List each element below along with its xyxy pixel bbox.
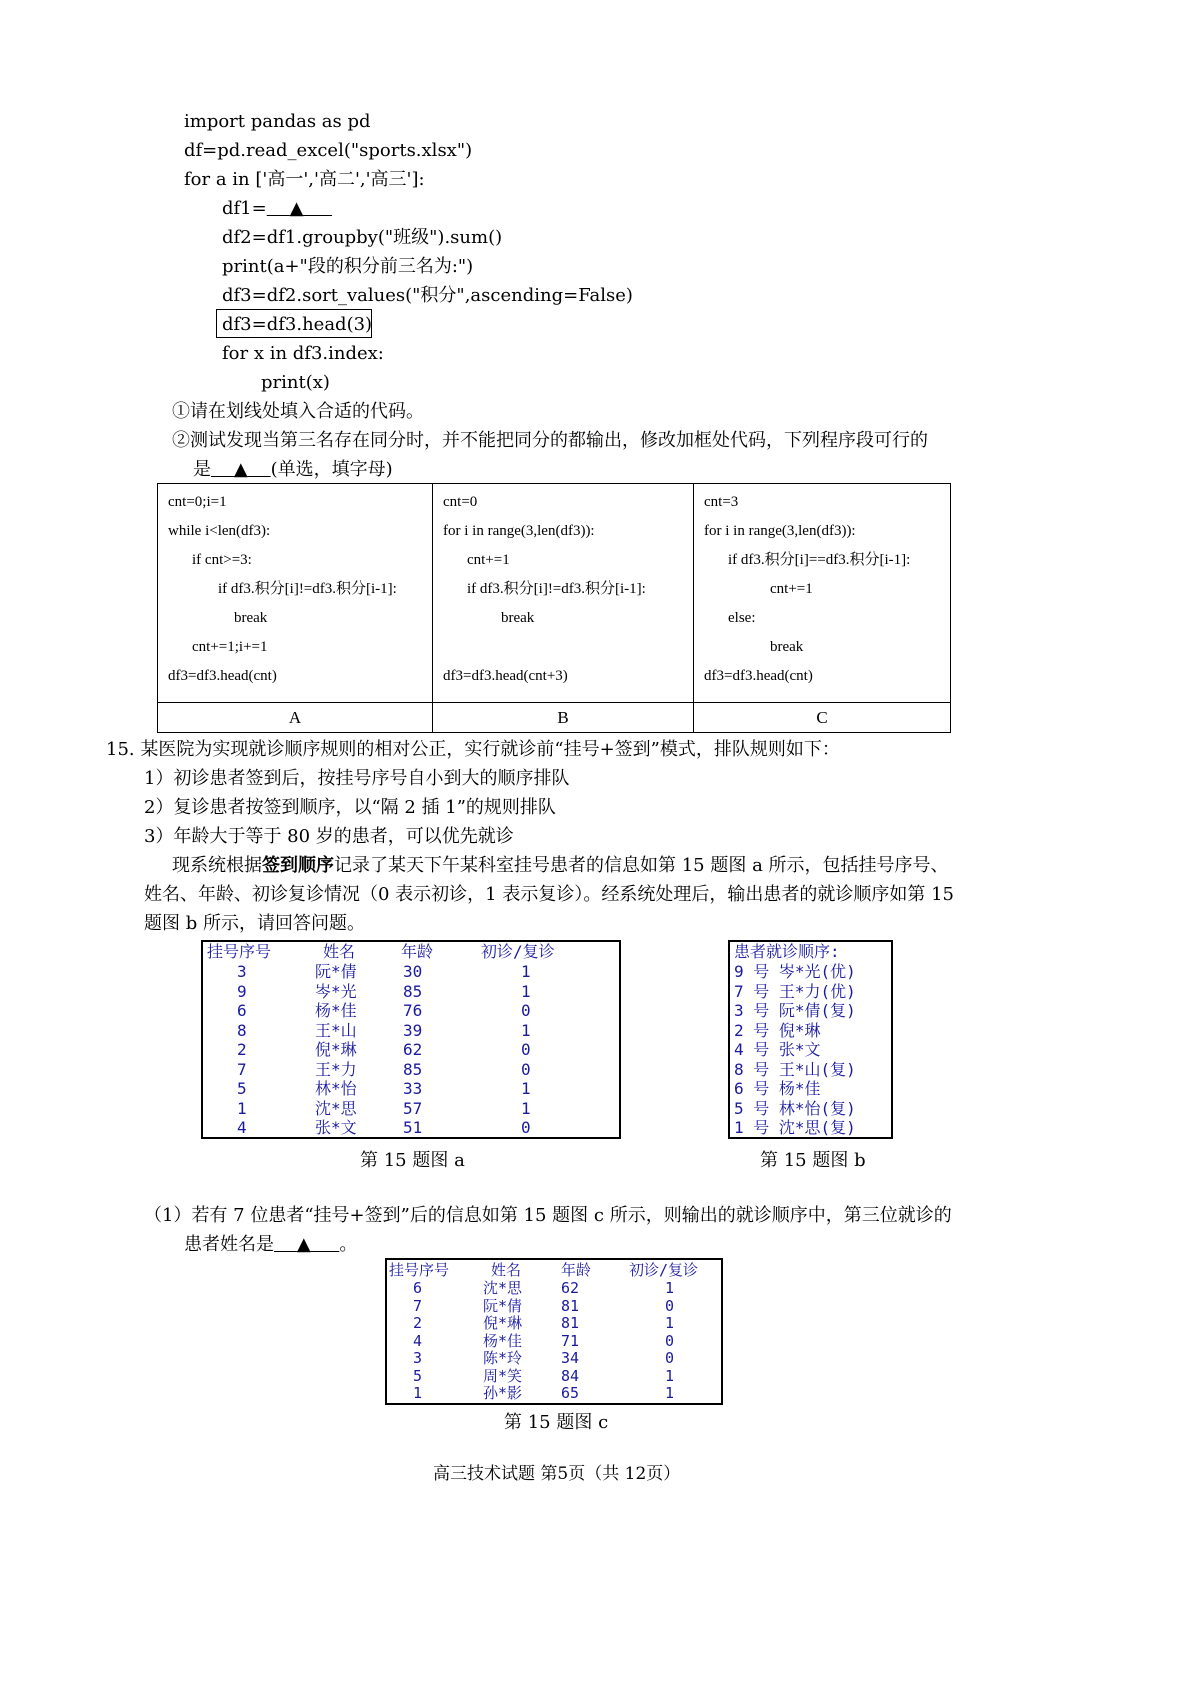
figure-a-header (203, 942, 619, 962)
table-row (387, 1314, 721, 1332)
table-cell: 76 (403, 1001, 423, 1020)
option-b-label: B (433, 703, 694, 733)
option-c-line: cnt=3 (704, 494, 739, 510)
table-cell: 0 (521, 1059, 531, 1079)
table-cell: 71 (561, 1331, 580, 1350)
table-cell: 沈*思 (315, 1098, 357, 1118)
table-row (203, 1001, 619, 1021)
table-row (203, 1060, 619, 1080)
table-cell: 杨*佳 (483, 1331, 523, 1350)
figure-c-screen (385, 1258, 723, 1405)
table-row (203, 962, 619, 982)
table-cell: 1 (665, 1384, 675, 1402)
option-b-line: if df3.积分[i]!=df3.积分[i-1]: (467, 581, 646, 597)
table-cell: 85 (403, 981, 423, 1001)
table-cell: 4 号 张*文 (734, 1040, 821, 1059)
figure-b-screen (728, 940, 893, 1139)
table-cell: 51 (403, 1118, 423, 1137)
table-cell: 1 (521, 1079, 531, 1098)
table-cell: 张*文 (315, 1118, 357, 1137)
table-cell: 57 (403, 1098, 423, 1118)
option-b-line: break (501, 610, 535, 626)
table-row (387, 1384, 721, 1402)
question-part-2-line1: ②测试发现当第三名存在同分时，并不能把同分的都输出，修改加框处代码，下列程序段可行的 (172, 430, 928, 451)
options-table (157, 483, 951, 733)
table-cell: 1 (521, 962, 531, 981)
table-cell: 3 (237, 962, 247, 981)
option-c-line: else: (728, 610, 756, 626)
list-item (730, 1021, 891, 1041)
paragraph-line-1 (172, 855, 949, 877)
code-line-2: df=pd.read_excel("sports.xlsx") (184, 140, 473, 161)
table-cell: 王*山 (315, 1020, 357, 1040)
q15-1-end: 。 (339, 1234, 358, 1255)
table-cell: 85 (403, 1059, 423, 1079)
table-cell: 65 (561, 1384, 580, 1402)
rule-3: 3）年龄大于等于 80 岁的患者，可以优先就诊 (144, 826, 514, 847)
col-header: 初诊/复诊 (481, 942, 555, 961)
col-header: 年龄 (561, 1261, 592, 1279)
table-row (203, 1099, 619, 1119)
option-b-line: cnt=0 (443, 494, 478, 510)
table-cell: 0 (665, 1331, 675, 1350)
col-header: 挂号序号 (389, 1261, 450, 1279)
blank-marker: ▲ (296, 1234, 311, 1255)
table-cell: 岑*光 (315, 981, 357, 1001)
table-cell: 6 (413, 1279, 423, 1297)
question-part-2-line2 (193, 459, 393, 481)
table-cell: 林*怡 (315, 1079, 357, 1098)
table-row (387, 1367, 721, 1385)
table-cell: 81 (561, 1296, 580, 1315)
table-cell: 2 (237, 1040, 247, 1059)
option-c-line: for i in range(3,len(df3)): (704, 523, 856, 539)
option-c-code (694, 484, 951, 703)
table-cell: 4 (413, 1331, 423, 1350)
table-cell: 8 号 王*山(复) (734, 1059, 856, 1079)
table-cell: 0 (665, 1349, 675, 1367)
para-bold-text: 签到顺序 (262, 855, 334, 876)
paragraph-line-2: 姓名、年龄、初诊复诊情况（0 表示初诊，1 表示复诊）。经系统处理后，输出患者的就诊顺序如第 15 (144, 884, 954, 905)
table-cell: 9 号 岑*光(优) (734, 962, 856, 981)
figure-b-caption: 第 15 题图 b (760, 1150, 866, 1171)
list-item (730, 962, 891, 982)
table-cell: 62 (561, 1279, 580, 1297)
table-cell: 6 (237, 1001, 247, 1020)
table-cell: 6 号 杨*佳 (734, 1079, 821, 1098)
table-cell: 33 (403, 1079, 423, 1098)
code-line-10: print(x) (261, 372, 330, 393)
answer-blank-1 (267, 198, 332, 219)
problem-intro-text: 某医院为实现就诊顺序规则的相对公正，实行就诊前“挂号+签到”模式，排队规则如下： (140, 739, 840, 760)
col-header: 年龄 (401, 942, 434, 961)
col-header: 挂号序号 (207, 942, 272, 961)
table-cell: 9 (237, 981, 247, 1001)
table-cell: 1 号 沈*思(复) (734, 1118, 856, 1137)
table-cell: 0 (665, 1296, 675, 1315)
table-cell: 1 (237, 1098, 247, 1118)
table-row (203, 1040, 619, 1060)
option-a-line: break (234, 610, 268, 626)
list-item (730, 1001, 891, 1021)
table-cell: 34 (561, 1349, 580, 1367)
q15-1-text: 患者姓名是 (184, 1234, 274, 1255)
code-line-3: for a in ['高一','高二','高三']: (184, 169, 425, 190)
code-line-4 (222, 198, 332, 220)
code-line-5: df2=df1.groupby("班级").sum() (222, 227, 503, 248)
option-a-line: if df3.积分[i]!=df3.积分[i-1]: (218, 581, 397, 597)
table-cell: 0 (521, 1118, 531, 1137)
table-cell: 倪*琳 (315, 1040, 357, 1059)
option-a-line: if cnt>=3: (192, 552, 252, 568)
answer-blank-2 (211, 459, 271, 480)
q15-1-line2 (184, 1234, 357, 1256)
table-cell: 1 (665, 1279, 675, 1297)
figure-a-screen (201, 940, 621, 1139)
table-cell: 39 (403, 1020, 423, 1040)
rule-1: 1）初诊患者签到后，按挂号序号自小到大的顺序排队 (144, 768, 570, 789)
option-b-line: for i in range(3,len(df3)): (443, 523, 595, 539)
figure-b-title-row (730, 942, 891, 962)
table-cell: 84 (561, 1366, 580, 1385)
table-cell: 杨*佳 (315, 1001, 357, 1020)
option-c-label: C (694, 703, 951, 733)
table-cell: 沈*思 (483, 1279, 523, 1297)
option-a-label: A (158, 703, 433, 733)
table-row (387, 1297, 721, 1315)
option-c-line: df3=df3.head(cnt) (704, 668, 813, 684)
problem-15-intro (106, 739, 840, 761)
list-item (730, 1079, 891, 1099)
option-c-line: if df3.积分[i]==df3.积分[i-1]: (728, 552, 911, 568)
table-cell: 陈*玲 (483, 1349, 523, 1367)
table-row (203, 1021, 619, 1041)
para-text: 现系统根据 (172, 855, 262, 876)
table-cell: 5 (237, 1079, 247, 1098)
option-a-line: cnt+=1;i+=1 (192, 639, 268, 655)
q15-1-line1: （1）若有 7 位患者“挂号+签到”后的信息如第 15 题图 c 所示，则输出的就诊顺序中，第三位就诊的 (144, 1205, 952, 1226)
table-cell: 4 (237, 1118, 247, 1137)
table-row (203, 982, 619, 1002)
option-c-line: cnt+=1 (770, 581, 813, 597)
table-cell: 7 (237, 1059, 247, 1079)
table-row (387, 1332, 721, 1350)
page-footer: 高三技术试题 第5页（共 12页） (433, 1464, 681, 1484)
list-item (730, 1099, 891, 1119)
table-cell: 倪*琳 (483, 1314, 523, 1332)
col-header: 初诊/复诊 (629, 1261, 699, 1279)
table-cell: 王*力 (315, 1059, 357, 1079)
option-b-line (443, 633, 693, 662)
table-row (203, 1079, 619, 1099)
table-cell: 1 (665, 1366, 675, 1385)
col-header: 姓名 (491, 1261, 522, 1279)
table-cell: 0 (521, 1040, 531, 1059)
table-cell: 7 (413, 1296, 423, 1315)
table-cell: 阮*倩 (315, 962, 357, 981)
table-cell: 周*笑 (483, 1366, 523, 1385)
code-line-8-boxed: df3=df3.head(3) (222, 314, 373, 335)
table-cell: 孙*影 (483, 1384, 523, 1402)
table-cell: 7 号 王*力(优) (734, 981, 856, 1001)
blank-marker: ▲ (233, 459, 248, 480)
q2-prefix: 是 (193, 459, 211, 480)
problem-number: 15. (106, 739, 135, 760)
code-line-6: print(a+"段的积分前三名为:") (222, 256, 474, 277)
table-cell: 1 (665, 1314, 675, 1332)
option-b-line: df3=df3.head(cnt+3) (443, 668, 568, 684)
blank-marker: ▲ (289, 198, 304, 219)
option-c-line: break (770, 639, 804, 655)
table-cell: 1 (521, 1098, 531, 1118)
table-cell: 阮*倩 (483, 1296, 523, 1315)
option-a-line: df3=df3.head(cnt) (168, 668, 277, 684)
option-b-code (433, 484, 694, 703)
q2-suffix: (单选，填字母) (270, 459, 393, 480)
paragraph-line-3: 题图 b 所示，请回答问题。 (144, 913, 365, 934)
figure-c-caption: 第 15 题图 c (504, 1412, 609, 1433)
table-cell: 81 (561, 1314, 580, 1332)
table-cell: 1 (521, 981, 531, 1001)
code-line-9: for x in df3.index: (222, 343, 384, 364)
option-a-code (158, 484, 433, 703)
figure-b-title: 患者就诊顺序: (734, 942, 840, 961)
table-cell: 5 (413, 1366, 423, 1385)
rule-2: 2）复诊患者按签到顺序，以“隔 2 插 1”的规则排队 (144, 797, 556, 818)
table-cell: 1 (521, 1020, 531, 1040)
table-cell: 30 (403, 962, 423, 981)
list-item (730, 982, 891, 1002)
table-cell: 5 号 林*怡(复) (734, 1098, 856, 1118)
table-row (203, 1118, 619, 1138)
table-cell: 1 (413, 1384, 423, 1402)
col-header: 姓名 (323, 942, 356, 961)
option-a-line: cnt=0;i=1 (168, 494, 227, 510)
code-line-4-text: df1= (222, 198, 267, 219)
answer-blank-3 (274, 1234, 339, 1255)
list-item (730, 1060, 891, 1080)
table-cell: 3 (413, 1349, 423, 1367)
question-part-1: ①请在划线处填入合适的代码。 (172, 401, 424, 422)
table-cell: 0 (521, 1001, 531, 1020)
option-b-line: cnt+=1 (467, 552, 510, 568)
table-cell: 3 号 阮*倩(复) (734, 1001, 856, 1020)
table-row (387, 1279, 721, 1297)
figure-a-caption: 第 15 题图 a (360, 1150, 465, 1171)
figure-c-header (387, 1260, 721, 1280)
code-line-1: import pandas as pd (184, 111, 371, 132)
code-line-7: df3=df2.sort_values("积分",ascending=False) (222, 285, 633, 306)
para-text: 记录了某天下午某科室挂号患者的信息如第 15 题图 a 所示，包括挂号序号、 (334, 855, 949, 876)
table-row (387, 1349, 721, 1367)
table-cell: 2 (413, 1314, 423, 1332)
option-a-line: while i<len(df3): (168, 523, 271, 539)
table-cell: 2 号 倪*琳 (734, 1020, 821, 1040)
list-item (730, 1118, 891, 1138)
table-cell: 8 (237, 1020, 247, 1040)
table-cell: 62 (403, 1040, 423, 1059)
list-item (730, 1040, 891, 1060)
